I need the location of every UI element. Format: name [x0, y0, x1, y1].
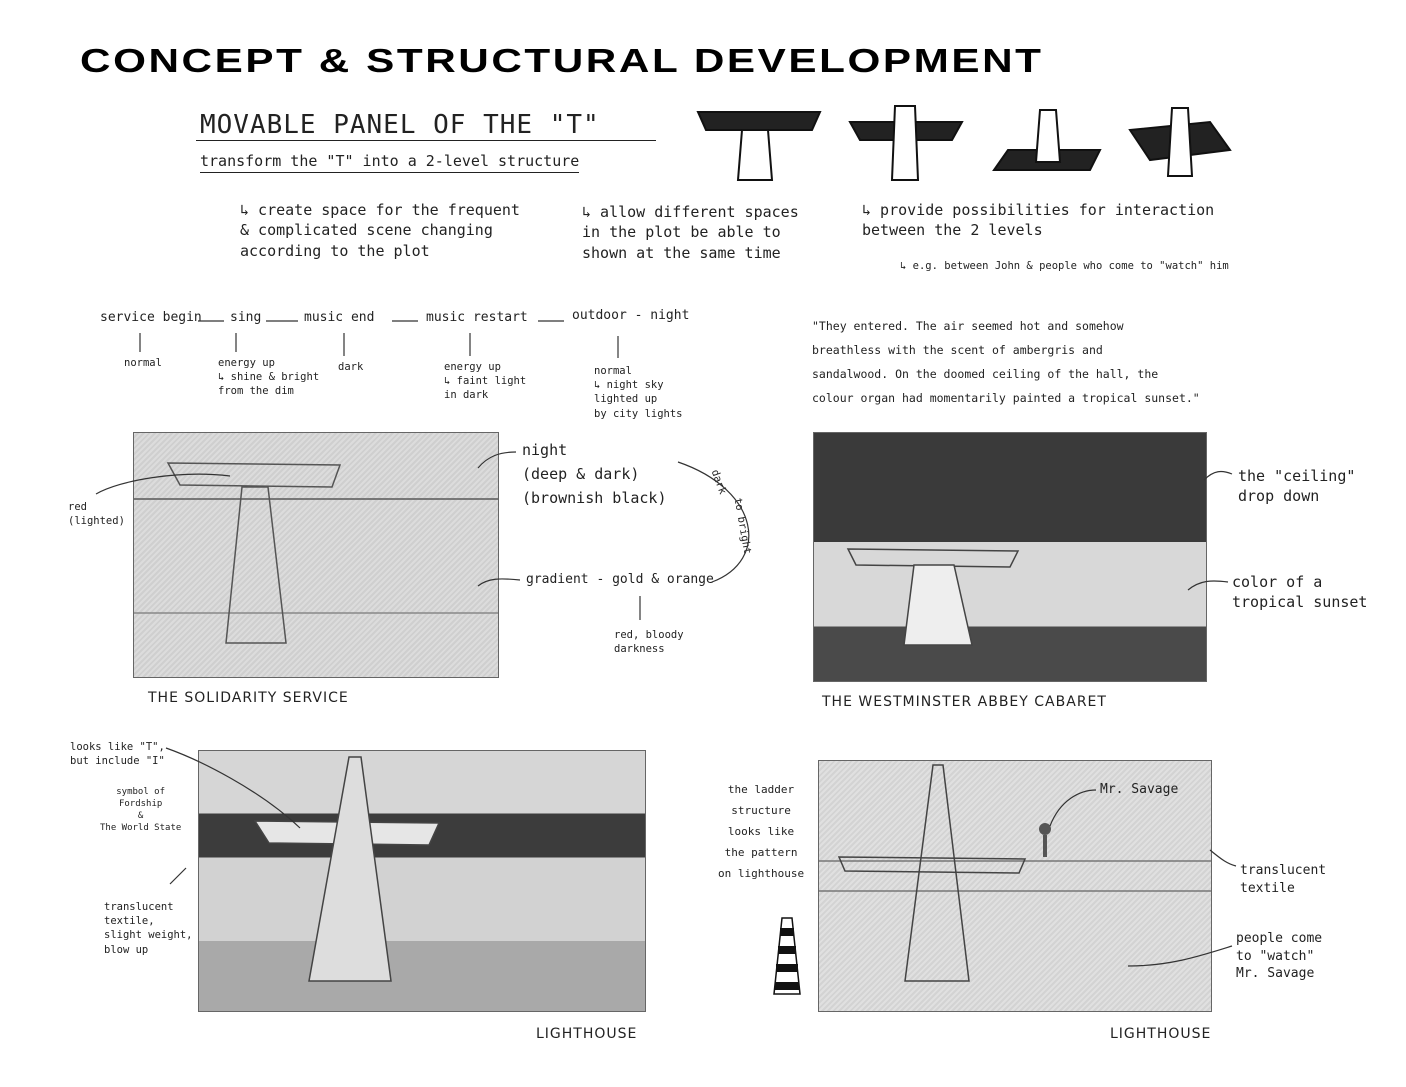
sketch-solidarity-service	[133, 432, 499, 678]
note-ceiling-drop: the "ceiling" drop down	[1238, 467, 1356, 506]
timeline-note: dark	[338, 361, 364, 373]
heading-underline	[196, 140, 656, 141]
bullet-example: ↳ e.g. between John & people who come to "watch" him	[900, 260, 1229, 272]
timeline-note: energy up ↳ faint light in dark	[444, 361, 527, 402]
timeline-step: music restart	[426, 310, 528, 325]
caption-lighthouse-left: LIGHTHOUSE	[536, 1026, 638, 1042]
note-people-watch: people come to "watch" Mr. Savage	[1236, 931, 1323, 982]
t-shape-icon-1	[698, 112, 820, 180]
bullet-scene-changing: ↳ create space for the frequent & complicated scene changing according to the plot	[240, 201, 520, 260]
note-symbol-fordship: symbol of Fordship & The World State	[100, 787, 182, 834]
caption-solidarity-service: THE SOLIDARITY SERVICE	[148, 690, 349, 706]
t-shape-icon-3	[994, 110, 1100, 170]
section-heading: MOVABLE PANEL OF THE "T"	[200, 110, 600, 140]
note-ladder-structure: the ladder structure looks like the pattern on lighthouse	[718, 783, 805, 880]
timeline-note: energy up ↳ shine & bright from the dim	[218, 357, 320, 398]
note-to-bright: to bright	[731, 496, 754, 556]
note-night: night (deep & dark) (brownish black)	[522, 441, 667, 507]
t-shape-icon-4	[1130, 108, 1230, 176]
bullet-different-spaces: ↳ allow different spaces in the plot be able to shown at the same time	[582, 203, 799, 262]
note-dark: dark	[708, 468, 729, 496]
sketch-lighthouse-left	[198, 750, 646, 1012]
bullet-interaction: ↳ provide possibilities for interaction between the 2 levels	[862, 201, 1215, 240]
note-red-bloody: red, bloody darkness	[614, 629, 684, 656]
sketch-westminster-cabaret	[813, 432, 1207, 682]
timeline-note: normal	[124, 357, 162, 369]
timeline-step: service begin	[100, 310, 202, 325]
note-looks-like-t: looks like "T", but include "I"	[70, 741, 165, 768]
caption-westminster-cabaret: THE WESTMINSTER ABBEY CABARET	[822, 694, 1107, 710]
lighthouse-icon	[770, 914, 804, 998]
note-red-lighted: red (lighted)	[68, 501, 125, 528]
note-mr-savage: Mr. Savage	[1100, 782, 1179, 797]
page-title: CONCEPT & STRUCTURAL DEVELOPMENT	[80, 42, 1044, 79]
quote-text: "They entered. The air seemed hot and somehow breathless with the scent of ambergris and sandalwood. On the doomed ceiling of the hall, the colour organ had momentarily painted a tropical sunset."	[812, 319, 1200, 406]
caption-lighthouse-right: LIGHTHOUSE	[1110, 1026, 1212, 1042]
note-translucent-textile-right: translucent textile	[1240, 863, 1327, 896]
timeline-step: music end	[304, 310, 375, 325]
timeline-step: sing	[230, 310, 262, 325]
timeline-note: normal ↳ night sky lighted up by city lights	[594, 365, 683, 420]
t-shape-icon-2	[850, 106, 962, 180]
note-tropical-sunset: color of a tropical sunset	[1232, 573, 1368, 612]
note-gradient: gradient - gold & orange	[526, 572, 714, 587]
t-transformation-sequence	[690, 100, 1250, 200]
sketch-lighthouse-right	[818, 760, 1212, 1012]
note-translucent-textile-left: translucent textile, slight weight, blow up	[104, 901, 193, 956]
timeline-step: outdoor - night	[572, 308, 690, 323]
section-subheading: transform the "T" into a 2-level structure	[200, 152, 579, 173]
